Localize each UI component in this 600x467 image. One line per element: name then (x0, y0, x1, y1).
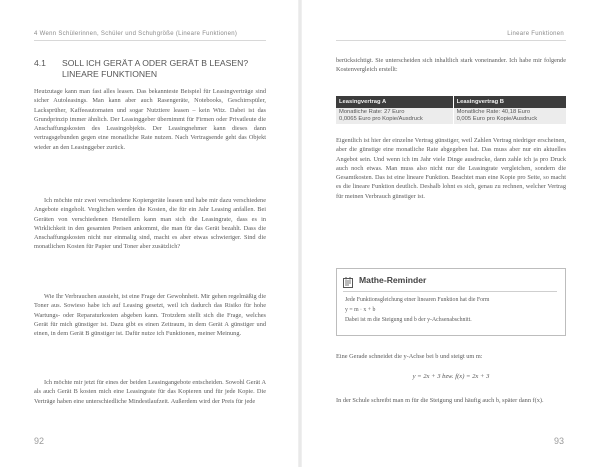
paragraph: Wie Ihr Verbrauchen aussieht, ist eine Frage der Gewohnheit. Mir gehen regelmäßig die Toner aus. Sowieso habe ich auf Leasing gesetzt, weil ich dadurch das Risiko für hohe Wartungs- oder Reparaturkosten abgeben kann. Trotzdem stellt sich die Frage, welches Gerät für mich günstiger ist. Dazu gibt es einen Zeitraum, in dem Gerät A günstiger und einen, in dem Gerät B günstiger ist. Dafür nutze ich Funktionen, meiner Meinung. (34, 293, 266, 338)
table-cell-line: 0,005 Euro pro Kopie/Ausdruck (456, 116, 538, 122)
table-header-row (336, 96, 566, 108)
mathe-reminder-box (336, 268, 566, 336)
reminder-line: Dabei ist m die Steigung und b der y-Achsenabschnitt. (345, 317, 472, 323)
leasing-comparison-table (336, 96, 566, 124)
section-title: SOLL ICH GERÄT A ODER GERÄT B LEASEN? LINEARE FUNKTIONEN (62, 58, 249, 79)
intro-paragraph: berücksichtigt. Sie unterscheiden sich inhaltlich stark voneinander. Ich habe mir folgende Kostenvergleich erstellt: (336, 57, 566, 74)
running-header-left: 4 Wenn Schülerinnen, Schüler und Schuhgröße (Lineare Funktionen) (34, 31, 238, 37)
page-number-right: 93 (553, 436, 564, 446)
table-cell-line: 0,0065 Euro pro Kopie/Ausdruck (339, 116, 423, 122)
section-number: 4.1 (34, 58, 46, 68)
table-header-cell: Leasingvertrag A (336, 96, 453, 108)
table-cell-line: Monatliche Rate: 27 Euro (339, 109, 405, 115)
notepad-icon (343, 275, 353, 286)
table-cell (336, 108, 453, 124)
table-header-cell: Leasingvertrag B (453, 96, 566, 108)
body-paragraph: Eigentlich ist hier der einzelne Vertrag günstiger, weil Zahlen Vertrag niedriger erscheinen, aber die günstige eine monatliche Rate abgegeben hat. Das muss aber nur ein aktuelles Angebot sein. Und wenn ich im Jahr viele Dinge ausdrucke, dann zahle ich ja pro Druck auch noch etwas. Man muss also nicht nur die Leasingrate vergleichen, sondern die Gesamtkosten. Das ist eine lineare Funktion. Beachtet man eine Kopie pro Seite, so macht es die lineare Funktion deutlich. Deshalb lohnt es sich, genau zu rechnen, welcher Vertrag für meinen Verbrauch günstiger ist. (336, 137, 566, 200)
formula: y = 2x + 3 bzw. f(x) = 2x + 3 (412, 373, 490, 380)
paragraph: Ich möchte mir zwei verschiedene Kopiergeräte leasen und habe mir dazu verschiedene Angebote eingeholt. Verglichen werden die Kosten, die für ein Jahr Leasing anfallen. Bei Geräten von verschiedenen Herstellern kann man sich die Leasingrate, dass es in Wirklichkeit in den gesamten Preisen ankommt, die man für das Gerät bezahlt. Dass die Anschaffungskosten nicht nur einmalig sind, macht es aber etwas schwieriger. Sind die monatlichen Kosten für Papier und Toner aber zusätzlich? (34, 197, 266, 251)
table-row (336, 108, 566, 124)
paragraph: Eine Gerade schneidet die y-Achse bei b und steigt um m: (336, 353, 483, 360)
reminder-divider (343, 291, 557, 292)
paragraph: Ich möchte mir jetzt für eines der beiden Leasingangebote entscheiden. Sowohl Gerät A als auch Gerät B kosten mich eine Leasingrate für das Kopieren und für jede Kopie. Die Verträge haben eine unterschiedliche Mindestlaufzeit. Außerdem wird der Preis für jede (34, 379, 266, 405)
reminder-title: Mathe-Reminder (359, 275, 427, 285)
reminder-line: y = m · x + b (345, 307, 376, 313)
running-header-right: Lineare Funktionen (507, 31, 564, 37)
table-cell-line: Monatliche Rate: 40,18 Euro (456, 109, 531, 115)
header-rule-right (336, 40, 566, 41)
paragraph: Heutzutage kann man fast alles leasen. Das bekannteste Beispiel für Leasingverträge sind sicher Autoleasings. Man kann aber auch Rasengeräte, Notebooks, Geschirrspüler, Lacksprüher, Kaffeeautomaten und sogar Nutztiere leasen – kein Witz. Dabei ist das Grundprinzip immer ähnlich. Der Leasinggeber übernimmt für Firmen oder Privatleute die Anschaffungskosten des Leasingobjekts. Der Leasingnehmer kann dieses dann vertragsgebunden gegen eine monatliche Rate nutzen. Nach Vertragsende geht das Objekt wieder an den Leasinggeber zurück. (34, 88, 266, 151)
header-rule-left (34, 40, 266, 41)
table-cell (453, 108, 566, 124)
page-number-left: 92 (34, 436, 45, 446)
reminder-line: Jede Funktionsgleichung einer linearen Funktion hat die Form (345, 297, 490, 303)
paragraph: In der Schule schreibt man m für die Steigung und häufig auch b, später dann f(x). (336, 397, 544, 404)
right-page (300, 0, 600, 467)
